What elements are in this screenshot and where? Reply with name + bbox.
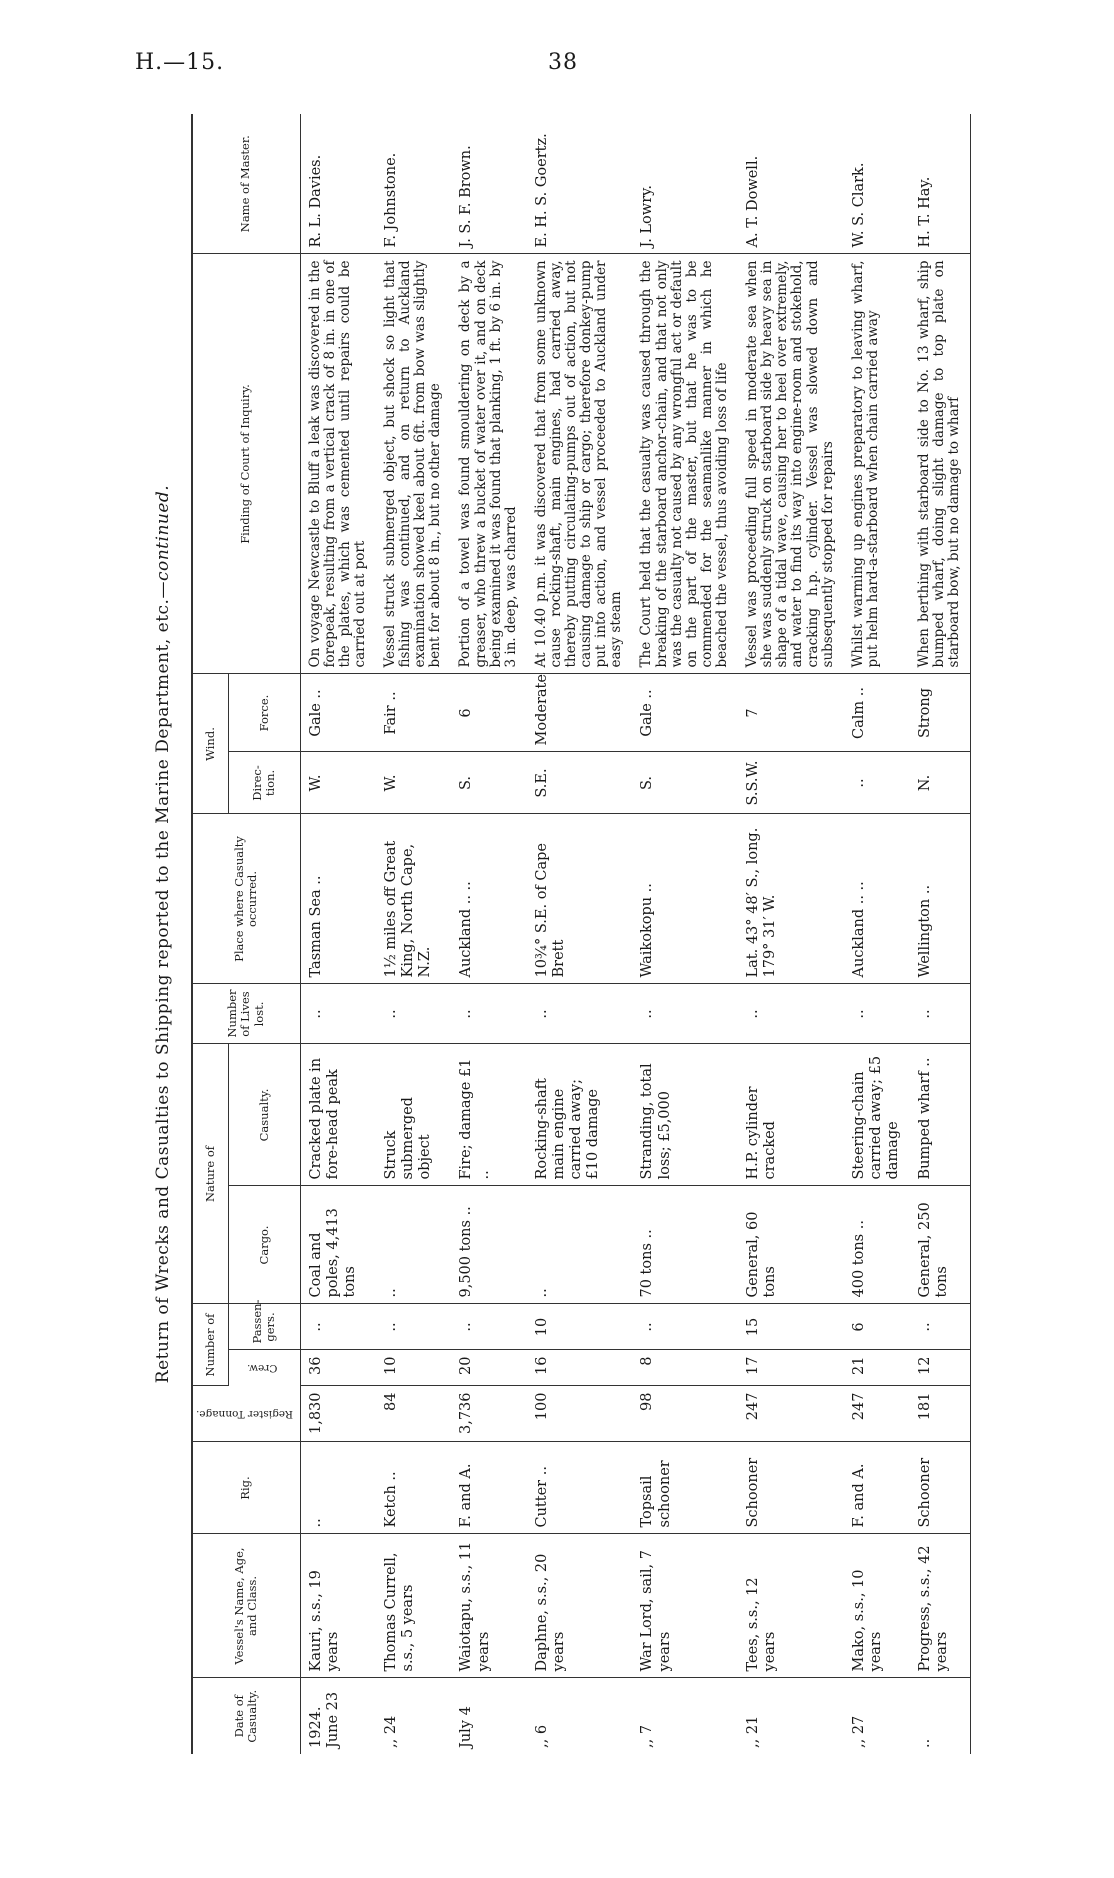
tonnage-cell: 181 xyxy=(910,1386,971,1442)
rig-cell: F. and A. xyxy=(451,1442,526,1534)
crew-cell: 10 xyxy=(376,1350,451,1386)
finding-cell: Vessel was proceeding full speed in moderate sea when she was suddenly struck on starboard side by heavy sea in shape of a tidal wave, causing her to heel over extremely, and water to find its way into engine-room and stokehold, cracking h.p. cylinder. Vessel was slowed down and subsequently stopped for repairs xyxy=(738,254,844,674)
table-row xyxy=(844,114,910,1754)
vessel-cell: Daphne, s.s., 20 years xyxy=(527,1534,633,1678)
table-row xyxy=(738,114,844,1754)
table-row xyxy=(632,114,738,1754)
tonnage-cell: 100 xyxy=(527,1386,633,1442)
title-main: Return of Wrecks and Casualties to Shipping reported to the Marine Department, etc.— xyxy=(153,581,173,1384)
passengers-cell: 15 xyxy=(738,1304,844,1350)
master-cell: J. Lowry. xyxy=(632,114,738,254)
master-cell: W. S. Clark. xyxy=(844,114,910,254)
lives-lost-cell: .. xyxy=(738,984,844,1044)
casualty-cell: Fire; damage £1 .. xyxy=(451,1044,526,1186)
rig-cell: F. and A. xyxy=(844,1442,910,1534)
header-date: Date of Casualty. xyxy=(192,1678,300,1754)
casualty-cell: H.P. cylinder cracked xyxy=(738,1044,844,1186)
table-title xyxy=(153,114,187,1754)
cargo-cell: General, 60 tons xyxy=(738,1186,844,1304)
place-cell: Waikokopu .. xyxy=(632,814,738,984)
cargo-cell: .. xyxy=(527,1186,633,1304)
force-cell: Strong xyxy=(910,674,971,752)
finding-cell: The Court held that the casualty was caused through the breaking of the starboard anchor-chain, and that not only was the casualty not caused by any wrongful act or default on the part of the master, but that he was to be commended for the seamanlike manner in which he beached the vessel, thus avoiding loss of life xyxy=(632,254,738,674)
date-cell: ,, 7 xyxy=(639,1724,656,1748)
date-cell: ,, 6 xyxy=(533,1724,550,1748)
direction-cell: N. xyxy=(910,752,971,814)
tonnage-cell: 247 xyxy=(844,1386,910,1442)
place-cell: Wellington .. xyxy=(910,814,971,984)
force-cell: Moderate xyxy=(527,674,633,752)
rig-cell: Schooner xyxy=(738,1442,844,1534)
passengers-cell: 10 xyxy=(527,1304,633,1350)
casualty-cell: Stranding, total loss; £5,000 xyxy=(632,1044,738,1186)
date-cell: .. xyxy=(910,1678,971,1754)
place-cell: 10¾° S.E. of Cape Brett xyxy=(527,814,633,984)
lives-lost-cell: .. xyxy=(300,984,376,1044)
master-cell: H. T. Hay. xyxy=(910,114,971,254)
header-master: Name of Master. xyxy=(192,114,300,254)
header-lives-lost: Number of Lives lost. xyxy=(192,984,300,1044)
header-crew-text: Crew. xyxy=(247,1362,278,1375)
force-cell: Gale .. xyxy=(632,674,738,752)
master-cell: F. Johnstone. xyxy=(376,114,451,254)
vessel-cell: War Lord, sail, 7 years xyxy=(632,1534,738,1678)
table-row xyxy=(910,114,971,1754)
place-cell: 1½ miles off Great King, North Cape, N.Z. xyxy=(376,814,451,984)
date-cell: July 4 xyxy=(458,1706,475,1748)
crew-cell: 8 xyxy=(632,1350,738,1386)
finding-cell: Portion of a towel was found smouldering on deck by a greaser, who threw a bucket of water over it, and on deck being examined it was found that planking, 1 ft. by 6 in. by 3 in. deep, was charred xyxy=(451,254,526,674)
crew-cell: 20 xyxy=(451,1350,526,1386)
force-cell: 6 xyxy=(451,674,526,752)
table-row xyxy=(451,114,526,1754)
passengers-cell: .. xyxy=(451,1304,526,1350)
year-label: 1924. xyxy=(307,1706,324,1748)
direction-cell: S.E. xyxy=(527,752,633,814)
tonnage-cell: 84 xyxy=(376,1386,451,1442)
master-cell: J. S. F. Brown. xyxy=(451,114,526,254)
direction-cell: W. xyxy=(376,752,451,814)
lives-lost-cell: .. xyxy=(376,984,451,1044)
finding-cell: Vessel struck submerged object, but shock so light that fishing was continued, and on return to Auckland examination showed keel about 6ft. from bow was slightly bent for about 8 in., but no other damage xyxy=(376,254,451,674)
table-row xyxy=(527,114,633,1754)
master-cell: R. L. Davies. xyxy=(300,114,376,254)
direction-cell: S.S.W. xyxy=(738,752,844,814)
vessel-cell: Mako, s.s., 10 years xyxy=(844,1534,910,1678)
cargo-cell: General, 250 tons xyxy=(910,1186,971,1304)
force-cell: 7 xyxy=(738,674,844,752)
casualty-cell: Rocking-shaft main engine carried away; £10 damage xyxy=(527,1044,633,1186)
passengers-cell: .. xyxy=(910,1304,971,1350)
rig-cell: Topsail schooner xyxy=(632,1442,738,1534)
direction-cell: S. xyxy=(451,752,526,814)
page-reference: H.—15. xyxy=(135,50,225,75)
place-cell: Lat. 43° 48′ S., long. 179° 31′ W. xyxy=(738,814,844,984)
tonnage-cell: 247 xyxy=(738,1386,844,1442)
direction-cell: S. xyxy=(632,752,738,814)
header-crew xyxy=(229,1350,300,1386)
casualty-cell: Struck submerged object xyxy=(376,1044,451,1186)
table-row xyxy=(376,114,451,1754)
lives-lost-cell: .. xyxy=(632,984,738,1044)
rig-cell: Schooner xyxy=(910,1442,971,1534)
vessel-cell: Thomas Currell, s.s., 5 years xyxy=(376,1534,451,1678)
cargo-cell: 70 tons .. xyxy=(632,1186,738,1304)
crew-cell: 16 xyxy=(527,1350,633,1386)
rig-cell: .. xyxy=(300,1442,376,1534)
crew-cell: 21 xyxy=(844,1350,910,1386)
place-cell: Auckland .. .. xyxy=(844,814,910,984)
header-tonnage-text: Register Tonnage. xyxy=(196,1408,293,1421)
cargo-cell: 400 tons .. xyxy=(844,1186,910,1304)
header-casualty: Casualty. xyxy=(229,1044,300,1186)
passengers-cell: .. xyxy=(632,1304,738,1350)
vessel-cell: Kauri, s.s., 19 years xyxy=(300,1534,376,1678)
master-cell: A. T. Dowell. xyxy=(738,114,844,254)
header-passengers: Passen-gers. xyxy=(229,1304,300,1350)
crew-cell: 17 xyxy=(738,1350,844,1386)
casualties-table xyxy=(191,114,971,1754)
header-vessel: Vessel's Name, Age, and Class. xyxy=(192,1534,300,1678)
finding-cell: When berthing with starboard side to No. 13 wharf, ship bumped wharf, doing slight damage to top plate on starboard bow, but no damage to wharf xyxy=(910,254,971,674)
tonnage-cell: 98 xyxy=(632,1386,738,1442)
finding-cell: At 10.40 p.m. it was discovered that from some unknown cause rocking-shaft, main engines, had carried away, thereby putting circulating-pumps out of action, but not causing damage to ship or cargo; therefore donkey-pump put into action, and vessel proceeded to Auckland under easy steam xyxy=(527,254,633,674)
header-number-of: Number of xyxy=(192,1304,229,1386)
crew-cell: 36 xyxy=(300,1350,376,1386)
vessel-cell: Tees, s.s., 12 years xyxy=(738,1534,844,1678)
date-cell: ,, 27 xyxy=(850,1715,867,1748)
lives-lost-cell: .. xyxy=(844,984,910,1044)
direction-cell: W. xyxy=(300,752,376,814)
table-row xyxy=(300,114,376,1754)
date-cell xyxy=(300,1678,376,1754)
header-force: Force. xyxy=(229,674,300,752)
header-place: Place where Casualty occurred. xyxy=(192,814,300,984)
header-finding: Finding of Court of Inquiry. xyxy=(192,254,300,674)
tonnage-cell: 3,736 xyxy=(451,1386,526,1442)
header-direction: Direc-tion. xyxy=(229,752,300,814)
finding-cell: On voyage Newcastle to Bluff a leak was discovered in the forepeak, resulting from a vertical crack of 8 in. in one of the plates, which was cemented until repairs could be carried out at port xyxy=(300,254,376,674)
force-cell: Fair .. xyxy=(376,674,451,752)
place-cell: Auckland .. .. xyxy=(451,814,526,984)
cargo-cell: 9,500 tons .. xyxy=(451,1186,526,1304)
tonnage-cell: 1,830 xyxy=(300,1386,376,1442)
passengers-cell: 6 xyxy=(844,1304,910,1350)
passengers-cell: .. xyxy=(376,1304,451,1350)
lives-lost-cell: .. xyxy=(527,984,633,1044)
cargo-cell: Coal and poles, 4,413 tons xyxy=(300,1186,376,1304)
vessel-cell: Progress, s.s., 42 years xyxy=(910,1534,971,1678)
rig-cell: Cutter .. xyxy=(527,1442,633,1534)
master-cell: E. H. S. Goertz. xyxy=(527,114,633,254)
lives-lost-cell: .. xyxy=(910,984,971,1044)
casualty-cell: Bumped wharf .. xyxy=(910,1044,971,1186)
force-cell: Gale .. xyxy=(300,674,376,752)
place-cell: Tasman Sea .. xyxy=(300,814,376,984)
title-continued: continued. xyxy=(153,484,173,582)
date-cell: ,, 24 xyxy=(382,1715,399,1748)
header-wind: Wind. xyxy=(192,674,229,814)
rig-cell: Ketch .. xyxy=(376,1442,451,1534)
header-cargo: Cargo. xyxy=(229,1186,300,1304)
header-nature-of: Nature of xyxy=(192,1044,229,1304)
header-tonnage xyxy=(192,1386,300,1442)
direction-cell: .. xyxy=(844,752,910,814)
casualty-cell: Steering-chain carried away; £5 damage xyxy=(844,1044,910,1186)
crew-cell: 12 xyxy=(910,1350,971,1386)
casualty-cell: Cracked plate in fore-head peak xyxy=(300,1044,376,1186)
finding-cell: Whilst warming up engines preparatory to leaving wharf, put helm hard-a-starboard when chain carried away xyxy=(844,254,910,674)
cargo-cell: .. xyxy=(376,1186,451,1304)
passengers-cell: .. xyxy=(300,1304,376,1350)
vessel-cell: Waiotapu, s.s., 11 years xyxy=(451,1534,526,1678)
date-cell: ,, 21 xyxy=(745,1715,762,1748)
page-number: 38 xyxy=(548,50,578,75)
date-value: June 23 xyxy=(324,1691,341,1748)
header-rig: Rig. xyxy=(192,1442,300,1534)
rotated-return-table xyxy=(153,114,1003,1754)
lives-lost-cell: .. xyxy=(451,984,526,1044)
force-cell: Calm .. xyxy=(844,674,910,752)
